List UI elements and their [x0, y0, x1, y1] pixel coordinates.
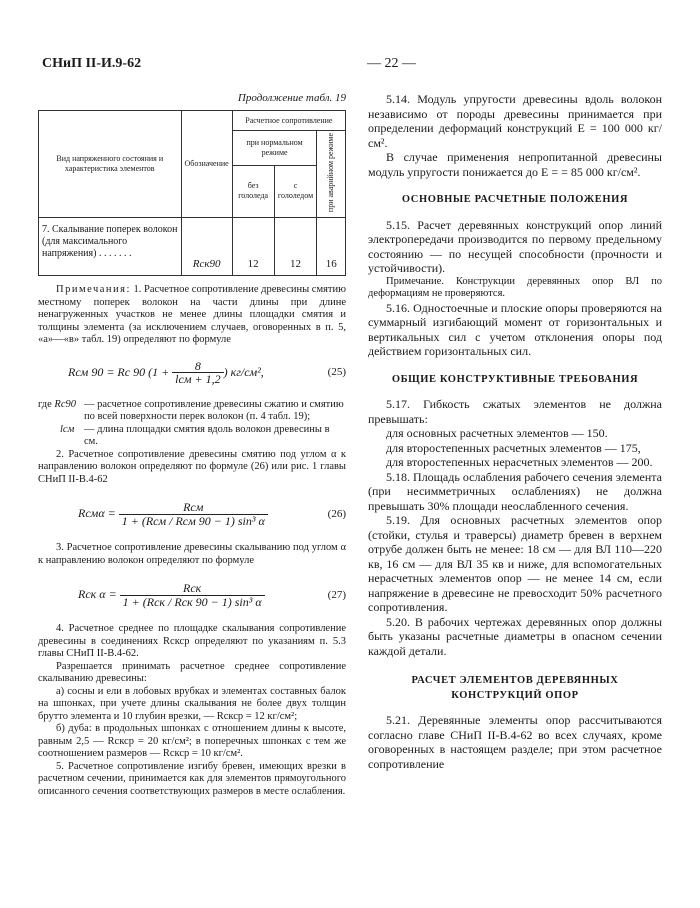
clause-5-17: 5.17. Гибкость сжатых элементов не должна превышать:: [368, 397, 662, 426]
clause-5-15-note: Примечание. Конструкции деревянных опор ВЛ по деформациям не проверяются.: [368, 275, 662, 299]
table-row-label: 7. Скалывание поперек волокон (для максимального напряжения) . . . . . . .: [39, 218, 182, 276]
right-column: [368, 92, 662, 771]
formula-25-denominator: lсм + 1,2: [175, 372, 221, 387]
clause-5-17-item-2: для второстепенных расчетных элементов — 175,: [386, 440, 641, 455]
clause-5-17-item-1: для основных расчетных элементов — 150.: [386, 426, 608, 440]
note-4-item-a: а) сосны и ели в лобовых врубках и элементах составных балок на шпонках, при учете длины скалывания не более двух толщин брутто элемента и 10 глубин врезки, — Rскср = 12 кг/см²;: [38, 685, 346, 722]
header-design-resistance: Расчетное сопротивление: [232, 111, 345, 131]
table-row-designation: Rск90: [181, 218, 232, 276]
clause-5-16: 5.16. Одностоечные и плоские опоры проверяются на суммарный изгибающий момент от горизонтальных и вертикальных сил с учетом отклонения опоры под действием горизонтальных сил.: [368, 300, 662, 358]
legend-symbol-2: lсм: [60, 423, 75, 435]
formula-25-number: (25): [327, 366, 346, 379]
section-heading-element-calc: РАСЧЕТ ЭЛЕМЕНТОВ ДЕРЕВЯННЫХ КОНСТРУКЦИЙ ОПОР: [411, 675, 619, 701]
header-stress-type: Вид напряженного состояния и характеристика элементов: [39, 111, 182, 218]
formula-26-lhs: Rсмα =: [78, 505, 116, 520]
where-label: где: [38, 398, 52, 410]
clause-5-15: 5.15. Расчет деревянных конструкций опор линий электропередачи производится по первому предельному состоянию — по несущей способности (прочности и устойчивости).: [368, 217, 662, 275]
header-emergency: при аварийном режиме: [317, 131, 346, 218]
table-row-emergency: 16: [317, 218, 346, 276]
note-4: 4. Расчетное среднее по площадке скалывания сопротивление древесины в соединениях Rскср определяют по указаниям п. 5.3 главы СНиП II-В.4-62.: [38, 623, 346, 660]
clause-5-19: 5.19. Для основных расчетных элементов опор (стойки, стулья и траверсы) диаметр бревен в верхнем отрубе должен быть не менее: 18 см — для ВЛ 110—220 кв, 16 см — для ВЛ 35 кв и ниже, для вспомогательных нерасчетных элементов опор — не менее 14 см, если напряжение в древесине не превосходит 50% расчетного сопротивления.: [368, 513, 662, 614]
formula-26: [38, 492, 346, 536]
legend-symbol-1: Rс90: [54, 398, 76, 410]
clause-5-17-item-3: для второстепенных нерасчетных элементов — 200.: [386, 455, 653, 469]
formula-26-numerator: Rсм: [119, 501, 268, 515]
clause-5-20: 5.20. В рабочих чертежах деревянных опор должны быть указаны расчетные диаметры в опасном сечении каждой детали.: [368, 614, 662, 658]
table-row-with-ice: 12: [274, 218, 317, 276]
page-number: — 22 —: [367, 56, 416, 71]
formula-27: [38, 573, 346, 617]
note-5: 5. Расчетное сопротивление изгибу бревен, имеющих врезки в расчетном сечении, принимается как для элементов прямоугольного описанного сечения соответствующих размеров в месте ослабления.: [38, 760, 346, 797]
header-normal-mode: при нормальном режиме: [232, 131, 317, 166]
document-code: СНиП II-И.9-62: [42, 56, 142, 71]
note-1: 1. Расчетное сопротивление древесины смятию местному поперек волокон на части длины при длине ненагруженных участков не менее длины площадки смятия и толщины элемента (за исключением случаев, оговоренных в п. 5, «а»—«в» табл. 19) определяют по формуле: [38, 284, 346, 346]
table-continuation-label: Продолжение табл. 19: [237, 92, 346, 104]
design-resistance-table: [38, 110, 346, 276]
page-header: [42, 56, 662, 74]
formula-25-lhs: Rсм 90 = Rс 90: [68, 364, 146, 379]
formula-25-numerator: 8: [172, 360, 223, 374]
formula-27-lhs: Rск α =: [78, 586, 117, 601]
clause-5-18: 5.18. Площадь ослабления рабочего сечения элемента (при несимметричных ослаблениях) не должна превышать 30% площади неослабленного сечения.: [368, 469, 662, 513]
table-notes: [38, 284, 346, 798]
note-4-allowance: Разрешается принимать расчетное среднее сопротивление скалыванию древесины:: [38, 660, 346, 685]
formula-25-legend: [38, 399, 346, 449]
formula-25: Rсм 90 = Rс 90 (1 + $\frac{8}{\text{lсм + 1,2}}$ ) кг/см², (25): [68, 358, 346, 387]
legend-text-1: — расчетное сопротивление древесины сжатию и смятию по всей поверхности перек волокон (п. 4 табл. 19);: [84, 398, 344, 423]
note-3: 3. Расчетное сопротивление древесины скалыванию под углом α к направлению волокон определяют по формуле: [38, 542, 346, 566]
note-2: 2. Расчетное сопротивление древесины смятию под углом α к направлению волокон определяют по формуле (26) или рис. 1 главы СНиП II-В.4-62: [38, 448, 346, 485]
section-heading-basic-design: ОСНОВНЫЕ РАСЧЕТНЫЕ ПОЛОЖЕНИЯ: [401, 194, 629, 205]
formula-26-number: (26): [327, 507, 346, 520]
formula-26-denominator: 1 + (Rсм / Rсм 90 − 1) sin³ α: [121, 513, 265, 528]
formula-25-unit: кг/см²,: [230, 364, 264, 379]
clause-5-14: 5.14. Модуль упругости древесины вдоль волокон независимо от породы древесины принимается при определении деформаций конструкций E = 100 000 кг/см².: [368, 92, 662, 150]
legend-text-2: — длина площадки смятия вдоль волокон древесины в см.: [84, 423, 330, 448]
header-designation: Обозначение: [181, 111, 232, 218]
section-heading-general-requirements: ОБЩИЕ КОНСТРУКТИВНЫЕ ТРЕБОВАНИЯ: [391, 373, 639, 385]
formula-27-number: (27): [327, 588, 346, 601]
formula-27-denominator: 1 + (Rск / Rск 90 − 1) sin³ α: [122, 594, 262, 609]
note-4-item-b: б) дуба: в продольных шпонках с отношением длины к высоте, равным 2,5 — Rскср = 20 кг/см²; в поперечных шпонках с тем же соотношением размеров — Rскср = 10 кг/см².: [38, 723, 346, 760]
header-with-ice: с гололедом: [274, 165, 317, 218]
clause-5-14-continued: В случае применения непропитанной древесины модуль упругости понижается до E = = 85 000 кг/см².: [368, 150, 662, 179]
header-no-ice: без гололеда: [232, 165, 274, 218]
formula-27-numerator: Rск: [120, 582, 265, 596]
table-row-no-ice: 12: [232, 218, 274, 276]
left-column: [38, 92, 346, 798]
notes-label: Примечания:: [56, 284, 131, 296]
clause-5-21: 5.21. Деревянные элементы опор рассчитываются согласно главе СНиП II-В.4-62 во всех случаях, кроме оговоренных в настоящем разделе; при этом расчетное сопротивление: [368, 713, 662, 771]
